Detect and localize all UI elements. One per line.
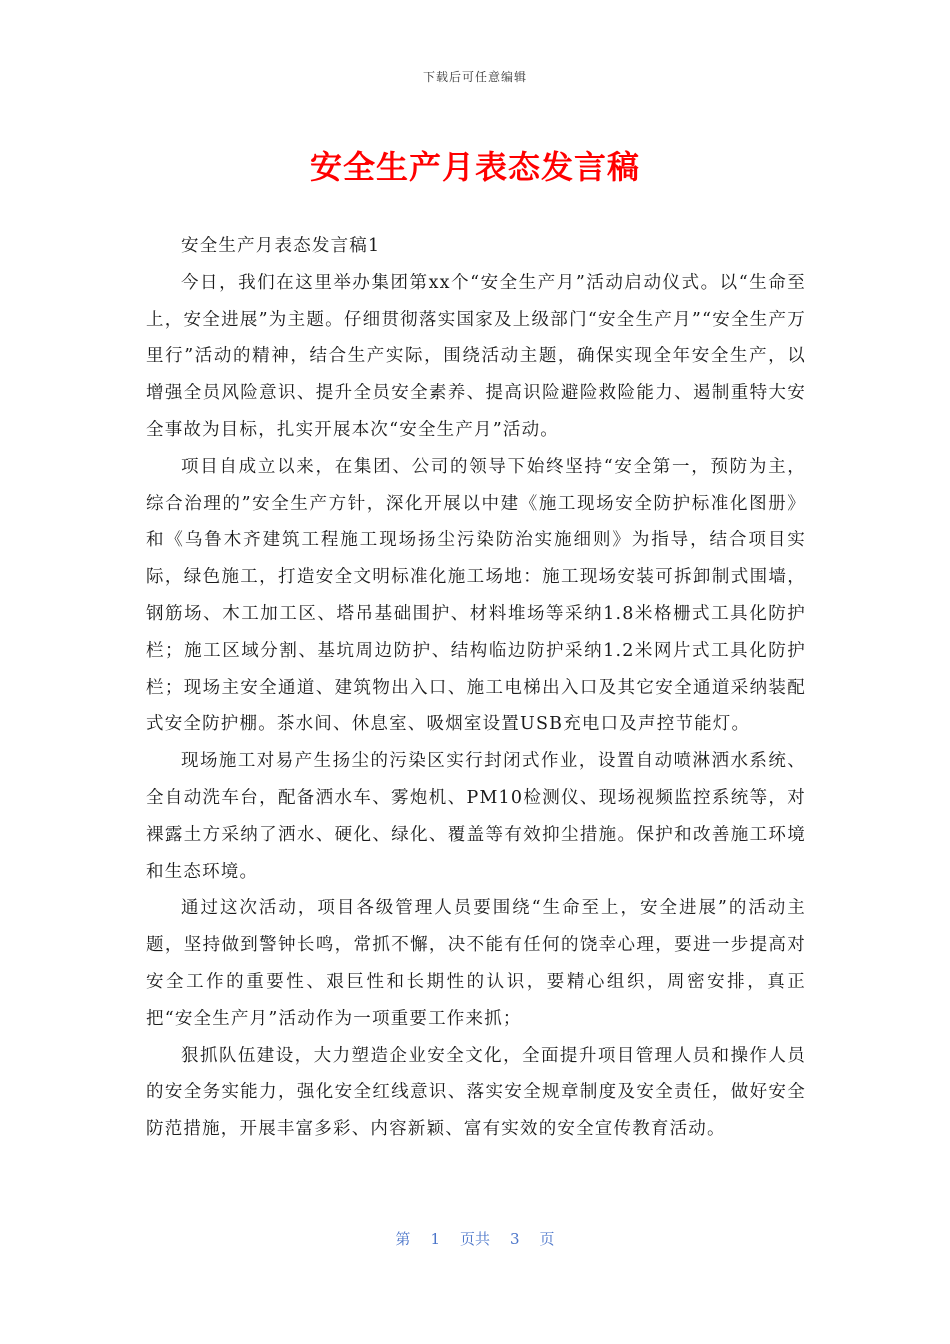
page-footer [0,1228,950,1249]
document-body [146,228,806,1148]
footer-page-number: 1 [430,1230,440,1248]
footer-page-suffix: 页 [539,1230,555,1248]
subtitle-paragraph: 安全生产月表态发言稿1 [181,236,381,256]
header-note: 下载后可任意编辑 [422,70,527,84]
footer-total-pages: 3 [510,1230,520,1248]
footer-page-label: 第 [395,1230,411,1248]
body-paragraph-2: 项目自成立以来，在集团、公司的领导下始终坚持“安全第一，预防为主，综合治理的”安全生产方针，深化开展以中建《施工现场安全防护标准化图册》和《乌鲁木齐建筑工程施工现场扬尘污染防治实施细则》为指导，结合项目实际，绿色施工，打造安全文明标准化施工场地：施工现场安装可拆卸制式围墙，钢筋场、木工加工区、塔吊基础围护、材料堆场等采纳1.8米格栅式工具化防护栏；施工区域分割、基坑周边防护、结构临边防护采纳1.2米网片式工具化防护栏；现场主安全通道、建筑物出入口、施工电梯出入口及其它安全通道采纳装配式安全防护棚。茶水间、休息室、吸烟室设置USB充电口及声控节能灯。 [146,456,806,735]
body-paragraph-4: 通过这次活动，项目各级管理人员要围绕“生命至上，安全进展”的活动主题，坚持做到警钟长鸣，常抓不懈，决不能有任何的饶幸心理，要进一步提高对安全工作的重要性、艰巨性和长期性的认识，要精心组织，周密安排，真正把“安全生产月”活动作为一项重要工作来抓； [146,898,806,1029]
document-title: 安全生产月表态发言稿 [309,148,640,186]
body-paragraph-5: 狠抓队伍建设，大力塑造企业安全文化，全面提升项目管理人员和操作人员的安全务实能力，强化安全红线意识、落实安全规章制度及安全责任，做好安全防范措施，开展丰富多彩、内容新颖、富有实效的安全宣传教育活动。 [146,1045,806,1140]
body-paragraph-3: 现场施工对易产生扬尘的污染区实行封闭式作业，设置自动喷淋洒水系统、全自动洗车台，配备洒水车、雾炮机、PM10检测仪、现场视频监控系统等，对裸露土方采纳了洒水、硬化、绿化、覆盖等有效抑尘措施。保护和改善施工环境和生态环境。 [146,751,806,882]
footer-total-label: 页共 [459,1230,490,1248]
body-paragraph-1: 今日，我们在这里举办集团第xx个“安全生产月”活动启动仪式。以“生命至上，安全进展”为主题。仔细贯彻落实国家及上级部门“安全生产月”“安全生产万里行”活动的精神，结合生产实际，围绕活动主题，确保实现全年安全生产，以增强全员风险意识、提升全员安全素养、提高识险避险救险能力、遏制重特大安全事故为目标，扎实开展本次“安全生产月”活动。 [146,272,806,440]
